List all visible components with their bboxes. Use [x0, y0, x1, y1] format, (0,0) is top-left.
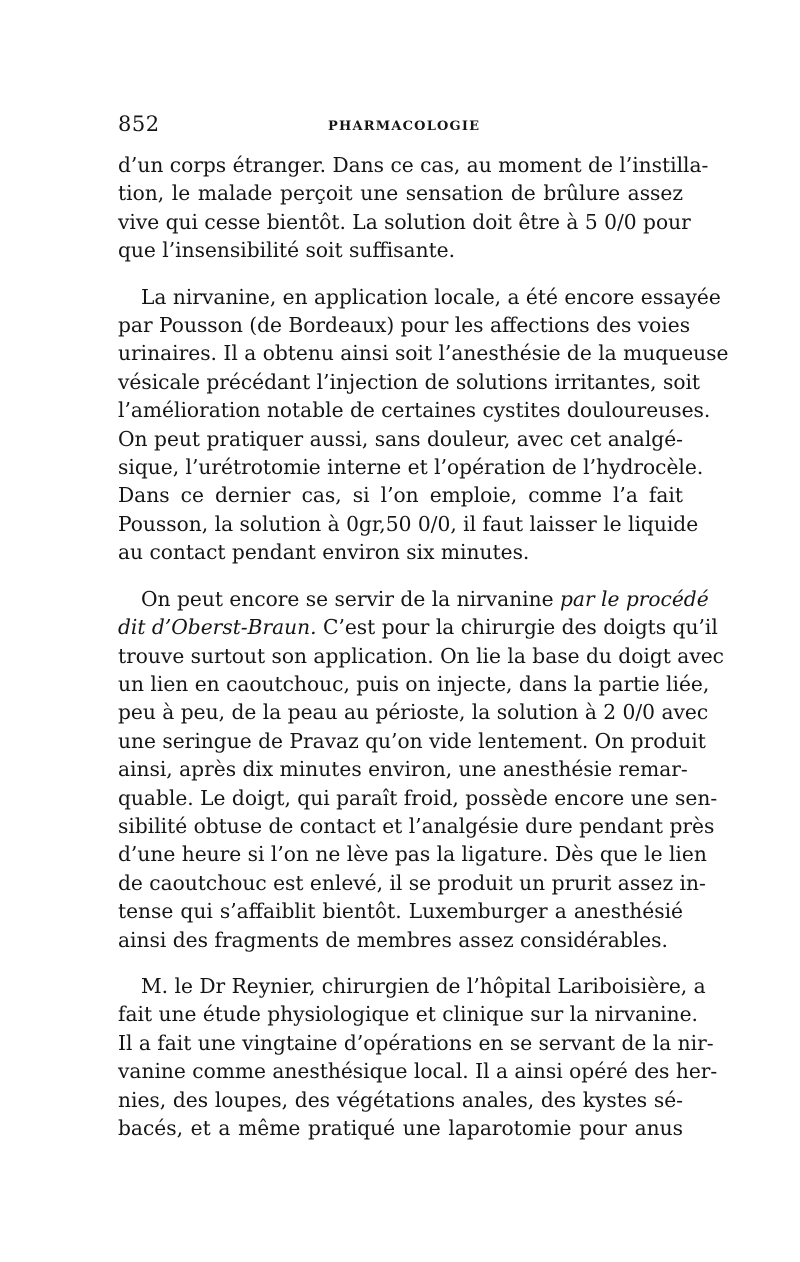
text-line: peu à peu, de la peau au périoste, la solution à 2 0/0 avec — [118, 700, 709, 725]
text-line — [118, 585, 709, 613]
text-run: On peut encore se servir de la nirvanine — [141, 586, 554, 611]
paragraph-2 — [118, 283, 729, 567]
running-head — [118, 112, 683, 142]
text-line: Il a fait une vingtaine d’opérations en se servant de la nir- — [118, 1030, 714, 1055]
text-line: sique, l’urétrotomie interne et l’opération de l’hydrocèle. — [118, 455, 704, 480]
text-line: sibilité obtuse de contact et l’analgésie dure pendant près — [118, 813, 715, 838]
text-line: de caoutchouc est enlevé, il se produit un prurit assez in- — [118, 870, 706, 895]
text-line: On peut pratiquer aussi, sans douleur, avec cet analgé- — [118, 426, 683, 451]
page-number: 852 — [118, 112, 160, 136]
body-text — [118, 151, 729, 1160]
text-line: Pousson, la solution à 0gr,50 0/0, il faut laisser le liquide — [118, 511, 699, 536]
text-line: d’un corps étranger. Dans ce cas, au moment de l’instilla- — [118, 153, 709, 177]
italic-phrase: dit — [118, 615, 146, 640]
text-line: trouve surtout son application. On lie la base du doigt avec — [118, 643, 724, 668]
text-line: au contact pendant environ six minutes. — [118, 540, 530, 565]
text-line: que l’insensibilité soit suffisante. — [118, 238, 456, 263]
text-line: nies, des loupes, des végétations anales, des kystes sé- — [118, 1087, 683, 1112]
text-line: une seringue de Pravaz qu’on vide lentement. On produit — [118, 728, 706, 753]
text-line: ainsi des fragments de membres assez considérables. — [118, 927, 668, 952]
text-run: C’est pour la chirurgie des doigts qu’il — [323, 615, 718, 640]
paragraph-3 — [118, 585, 724, 954]
text-line — [118, 613, 718, 641]
text-line: La nirvanine, en application locale, a été encore essayée — [141, 284, 721, 309]
paragraph-1 — [118, 151, 709, 265]
running-head-title: PHARMACOLOGIE — [328, 119, 481, 134]
paragraph-4 — [118, 972, 718, 1142]
text-line: vive qui cesse bientôt. La solution doit être à 5 0/0 pour — [118, 209, 691, 234]
text-line: ainsi, après dix minutes environ, une anesthésie remar- — [118, 757, 688, 782]
text-line: urinaires. Il a obtenu ainsi soit l’anesthésie de la muqueuse — [118, 341, 729, 366]
text-line: tense qui s’affaiblit bientôt. Luxemburger a anesthésié — [118, 899, 683, 924]
text-line: fait une étude physiologique et clinique sur la nirvanine. — [118, 1002, 698, 1027]
text-line: vanine comme anesthésique local. Il a ainsi opéré des her- — [118, 1059, 718, 1084]
text-line: quable. Le doigt, qui paraît froid, possède encore une sen- — [118, 785, 718, 810]
text-line: M. le Dr Reynier, chirurgien de l’hôpital Lariboisière, a — [141, 973, 706, 998]
text-line: d’une heure si l’on ne lève pas la ligature. Dès que le lien — [118, 842, 707, 867]
text-line: bacés, et a même pratiqué une laparotomie pour anus — [118, 1116, 683, 1140]
text-line: tion, le malade perçoit une sensation de brûlure assez — [118, 181, 683, 206]
italic-phrase: d’Oberst-Braun. — [151, 615, 317, 640]
text-line: l’amélioration notable de certaines cystites douloureuses. — [118, 398, 711, 423]
text-line: vésicale précédant l’injection de solutions irritantes, soit — [118, 369, 701, 394]
text-line: un lien en caoutchouc, puis on injecte, dans la partie liée, — [118, 671, 710, 696]
text-line: Dans ce dernier cas, si l’on emploie, comme l’a fait — [118, 483, 683, 508]
italic-phrase: par le procédé — [559, 586, 709, 611]
text-line: par Pousson (de Bordeaux) pour les affections des voies — [118, 313, 691, 338]
